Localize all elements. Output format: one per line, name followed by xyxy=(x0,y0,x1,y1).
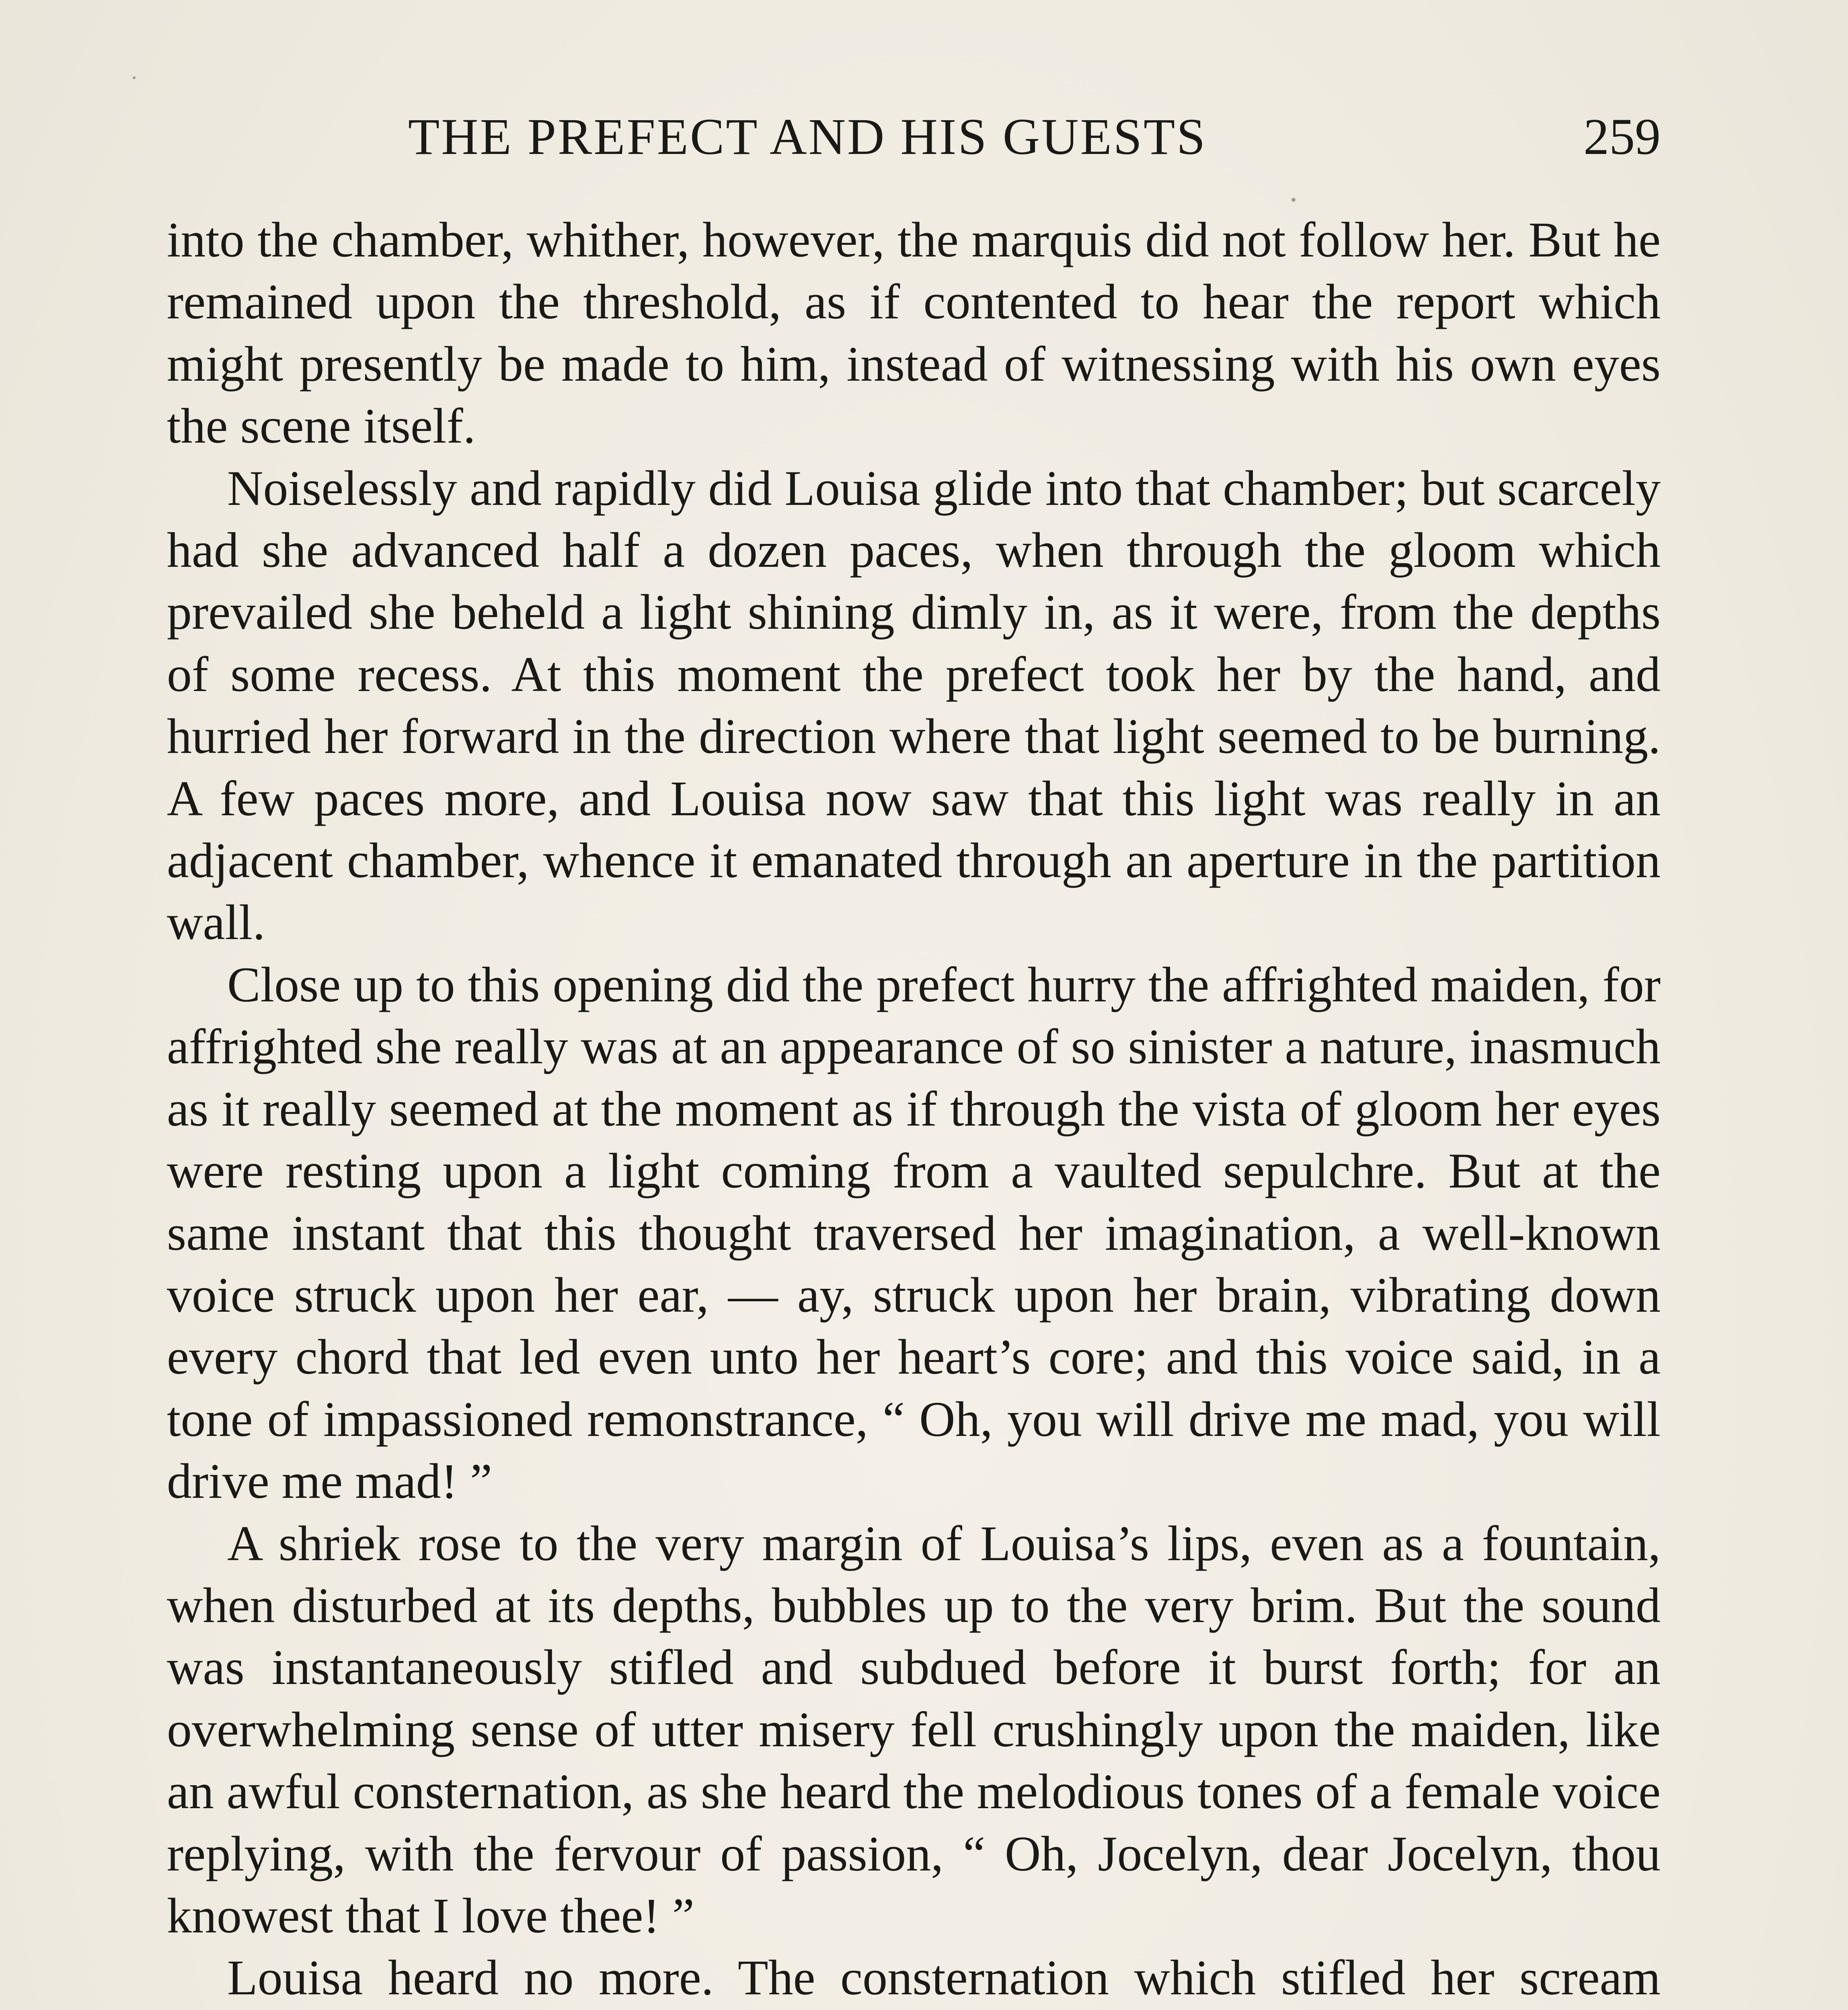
running-title: THE PREFECT AND HIS GUESTS xyxy=(408,108,1207,165)
running-head xyxy=(167,100,1661,173)
paragraph-continued: into the chamber, whither, however, the marquis did not follow her. But he remained upon the threshold, as if contented to hear the report which might presently be made to him, instead of witnessing with his own eyes the scene itself. xyxy=(167,212,1661,454)
paragraph: Louisa heard no more. The consternation which stifled her scream xyxy=(227,1950,1661,2006)
paragraph: A shriek rose to the very margin of Louisa’s lips, even as a fountain, when disturbed at its depths, bubbles up to the very brim. But the sound was instantaneously stifled and subdued before it burst forth; for an overwhelming sense of utter misery fell crushingly upon the maiden, like an awful consternation, as she heard the melodious tones of a female voice replying, with the fervour of passion, “ Oh, Jocelyn, dear Jocelyn, thou knowest that I love thee! ” xyxy=(167,1516,1661,1943)
paragraph: Noiselessly and rapidly did Louisa glide into that chamber; but scarcely had she advanced half a dozen paces, when through the gloom which prevailed she beheld a light shining dimly in, as it were, from the depths of some recess. At this moment the prefect took her by the hand, and hurried her forward in the direction where that light seemed to be burning. A few paces more, and Louisa now saw that this light was really in an adjacent chamber, whence it emanated through an aperture in the partition wall. xyxy=(167,460,1661,950)
ink-speck xyxy=(1292,198,1296,202)
body-text xyxy=(167,209,1661,2010)
ink-speck xyxy=(133,76,136,79)
page-number: 259 xyxy=(1583,108,1661,165)
paragraph: Close up to this opening did the prefect hurry the affrighted maiden, for affrighted she really was at an appearance of so sinister a nature, inasmuch as it really seemed at the moment as if through the vista of gloom her eyes were resting upon a light coming from a vaulted sepulchre. But at the same instant that this thought traversed her imagination, a well-known voice struck upon her ear, — ay, struck upon her brain, vibrating down every chord that led even unto her heart’s core; and this voice said, in a tone of impassioned remonstrance, “ Oh, you will drive me mad, you will drive me mad! ” xyxy=(167,957,1661,1509)
